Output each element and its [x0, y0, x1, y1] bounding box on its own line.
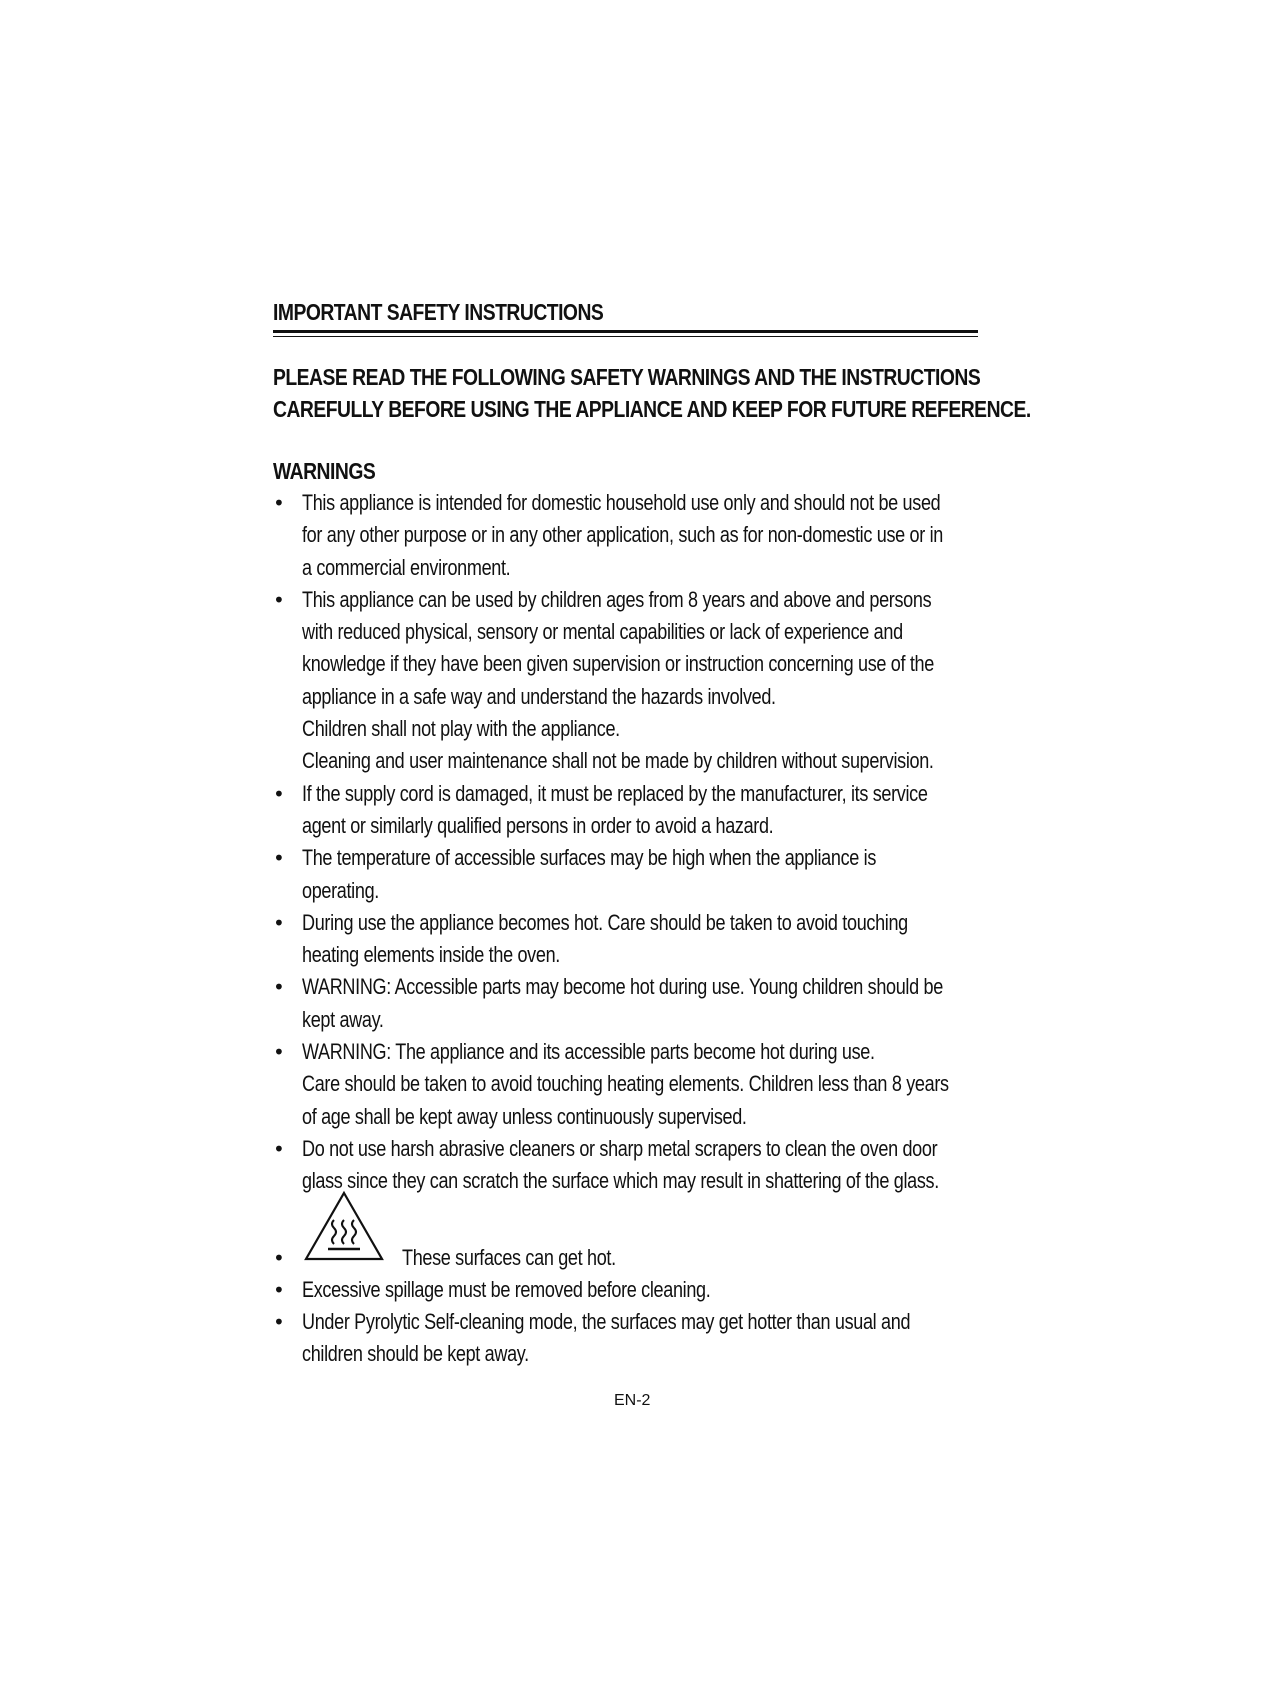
bullet: •: [273, 1277, 285, 1302]
list-item: [273, 487, 993, 584]
list-item: [273, 584, 993, 778]
list-item: [273, 1274, 993, 1306]
hot-surface-warning-icon: [303, 1190, 385, 1262]
warnings-list: [273, 487, 993, 1370]
warning-text: Under Pyrolytic Self-cleaning mode, the surfaces may get hotter than usual and children should be kept away.: [302, 1308, 911, 1367]
warning-text: This appliance can be used by children ages from 8 years and above and persons with reduced physical, sensory or mental capabilities or lack of experience and knowledge if they have been given supervision or instruction concerning use of the appliance in a safe way and understand the hazards involved. Children shall not play with the appliance. Cleaning and user maintenance shall not be made by children without supervision.: [302, 586, 934, 774]
page-title: IMPORTANT SAFETY INSTRUCTIONS: [273, 299, 604, 325]
read-instructions-notice: [273, 361, 1031, 425]
warning-text: During use the appliance becomes hot. Care should be taken to avoid touching heating elements inside the oven.: [302, 909, 908, 968]
hot-surface-item: [273, 1242, 993, 1274]
list-item: [273, 907, 993, 972]
notice-line-1: PLEASE READ THE FOLLOWING SAFETY WARNINGS AND THE INSTRUCTIONS: [273, 364, 981, 390]
warning-text: WARNING: The appliance and its accessible parts become hot during use. Care should be taken to avoid touching heating elements. Children less than 8 years of age shall be kept away unless continuously supervised.: [302, 1039, 949, 1129]
bullet: •: [273, 975, 285, 1000]
safety-instructions-page: [273, 298, 1031, 1370]
warning-text: WARNING: Accessible parts may become hot during use. Young children should be kept away.: [302, 974, 943, 1032]
warning-text: If the supply cord is damaged, it must be replaced by the manufacturer, its service agent or similarly qualified persons in order to avoid a hazard.: [302, 780, 928, 838]
bullet: •: [273, 910, 285, 935]
warning-text: This appliance is intended for domestic household use only and should not be used for any other purpose or in any other application, such as for non-domestic use or in a commercial environment.: [302, 490, 943, 580]
title-double-rule: [273, 330, 978, 337]
list-item: [273, 1133, 993, 1198]
warning-text: Excessive spillage must be removed before cleaning.: [302, 1276, 711, 1302]
list-item: [273, 778, 993, 843]
bullet: •: [273, 846, 285, 871]
notice-line-2: CAREFULLY BEFORE USING THE APPLIANCE AND KEEP FOR FUTURE REFERENCE.: [273, 396, 1031, 422]
bullet: •: [273, 587, 285, 612]
list-item: [273, 1306, 993, 1371]
warning-text: The temperature of accessible surfaces may be high when the appliance is operating.: [302, 845, 877, 903]
warning-text: Do not use harsh abrasive cleaners or sharp metal scrapers to clean the oven door glass since they can scratch the surface which may result in shattering of the glass.: [302, 1135, 939, 1194]
bullet: •: [273, 1309, 285, 1334]
bullet: •: [273, 1040, 285, 1065]
warnings-heading: WARNINGS: [273, 458, 376, 484]
bullet: •: [273, 1136, 285, 1161]
list-item: [273, 971, 993, 1036]
bullet: •: [273, 781, 285, 806]
list-item: [273, 842, 993, 907]
hot-surface-text: These surfaces can get hot.: [402, 1244, 616, 1270]
page-number: EN-2: [614, 1392, 651, 1409]
bullet: •: [273, 1245, 285, 1270]
bullet: •: [273, 491, 285, 515]
list-item: [273, 1036, 993, 1133]
